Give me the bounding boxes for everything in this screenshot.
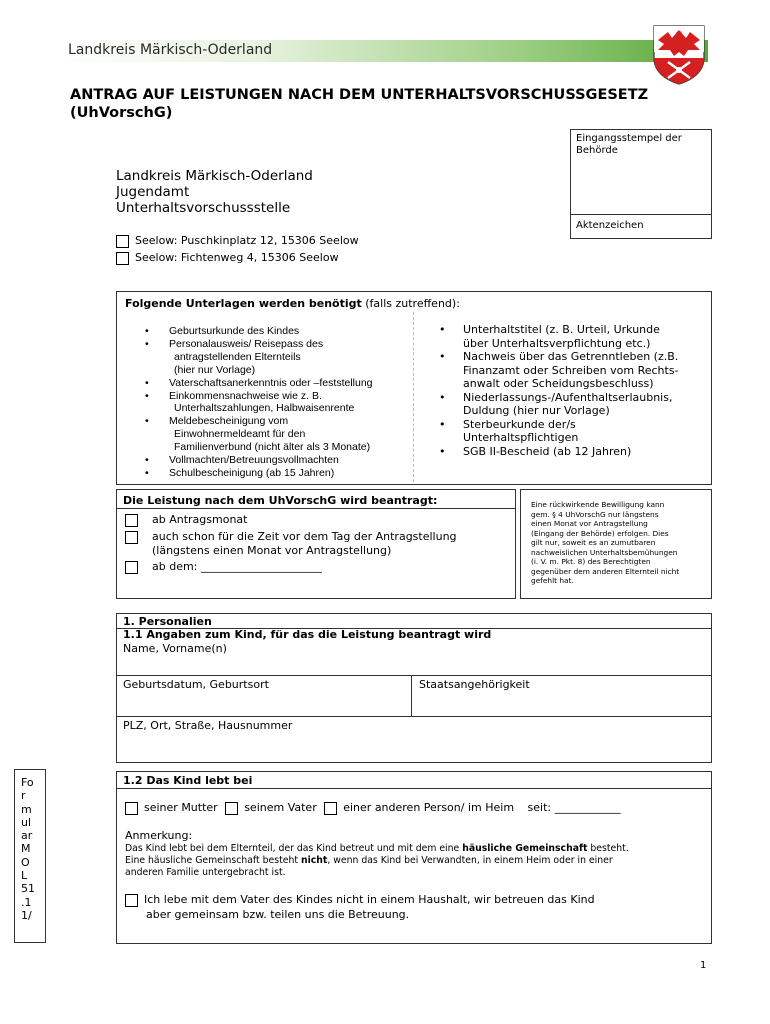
mother-label: seiner Mutter [144,801,218,814]
bullet-icon: • [439,417,446,431]
bullet-icon: • [439,444,446,458]
document-item [145,338,405,377]
anmerkung-label: Anmerkung: [125,829,193,842]
retroactive-note [531,500,703,586]
anm-text-2: besteht. [587,843,629,854]
note-line: Eine rückwirkende Bewilligung kann [531,500,665,509]
lives-with-options [125,801,621,815]
coat-of-arms-icon [650,22,708,86]
page-number: 1 [700,960,707,971]
stamp-divider [571,214,711,215]
form-number-part: 1/ [21,908,32,922]
anmerkung-text [125,843,707,879]
birth-field[interactable] [117,676,410,716]
ab-dem-label: ab dem: ______________________ [152,560,322,573]
form-number-part: m [21,802,32,816]
bullet-icon: • [145,337,149,350]
seit-field[interactable]: seit: ____________ [527,801,621,814]
document-item [145,454,405,467]
form-number-part: Fo [21,776,34,789]
ab-antragsmonat-checkbox[interactable] [125,514,138,527]
document-item [439,323,709,350]
bullet-icon: • [145,325,149,337]
bullet-icon: • [145,389,149,402]
form-number [21,776,35,922]
note-line: nachweislichen Unterhaltsbemühungen [531,547,678,557]
retroactive-note-box [520,489,712,599]
stamp-label: Eingangsstempel der Behörde [576,133,682,156]
documents-list-right [439,323,709,458]
document-item-line: Schulbescheinigung (ab 15 Jahren) [169,466,335,479]
bullet-icon: • [145,466,149,479]
form-number-box [14,769,46,943]
bullet-icon: • [439,350,446,363]
document-item [145,377,405,390]
form-title [70,86,720,122]
document-item [145,415,405,454]
application-option-3 [125,560,322,574]
location-checkbox-1[interactable] [116,235,129,248]
shared-care-option [125,892,595,922]
document-item [439,350,709,391]
shared-care-checkbox[interactable] [125,894,138,907]
documents-column-divider [413,312,414,482]
application-underline [117,508,515,509]
bullet-icon: • [439,323,446,336]
location-option [116,249,359,266]
document-item-line: Meldebescheinigung vom [169,415,289,428]
application-option-1 [125,513,247,527]
anm-bold-2: nicht [300,855,328,866]
bullet-icon: • [145,454,149,467]
document-item-line: Unterhaltstitel (z. B. Urteil, Urkunde [463,323,660,336]
application-heading: Die Leistung nach dem UhVorschG wird beantragt: [123,494,438,507]
address-line2: Jugendamt [116,184,190,200]
bullet-icon: • [145,376,149,389]
form-number-part: O [21,855,30,869]
application-box [116,489,516,599]
document-item-line: SGB II-Bescheid (ab 12 Jahren) [463,444,632,458]
documents-heading-bold: Folgende Unterlagen werden benötigt [125,297,362,310]
document-item [145,325,405,338]
stamp-box [570,129,712,239]
birth-label: Geburtsdatum, Geburtsort [123,678,269,691]
document-item-line: anwalt oder Scheidungsbeschluss) [463,377,654,390]
location-label-1: Seelow: Puschkinplatz 12, 15306 Seelow [135,234,359,247]
bullet-icon: • [145,415,149,428]
location-options [116,232,359,266]
rueckwirkend-checkbox[interactable] [125,531,138,544]
other-person-checkbox[interactable] [324,802,337,815]
ab-dem-checkbox[interactable] [125,561,138,574]
document-item-line: Nachweis über das Getrenntleben (z.B. [463,350,679,363]
document-item-line: Einkommensnachweise wie z. B. [169,389,322,402]
required-documents-box [116,291,712,485]
documents-heading-rest: (falls zutreffend): [361,297,460,310]
form-number-part: ar [21,829,33,843]
bullet-icon: • [439,390,446,404]
rueckwirkend-label-1: auch schon für die Zeit vor dem Tag der Antragstellung [152,530,457,543]
anm-text-1: Das Kind lebt bei dem Elternteil, der das Kind betreut und mit dem eine [125,843,463,854]
note-line: gegenüber dem anderen Elternteil nicht [531,566,680,576]
father-checkbox[interactable] [225,802,238,815]
location-label-2: Seelow: Fichtenweg 4, 15306 Seelow [135,251,339,264]
address-label: PLZ, Ort, Straße, Hausnummer [123,719,293,732]
section1-heading: 1. Personalien [123,615,212,628]
form-number-part: r [21,789,26,803]
form-number-part: ul [21,815,32,829]
document-item-line: Einwohnermeldeamt für den [174,428,306,441]
document-item-line: Unterhaltspflichtigen [463,431,579,444]
document-item-line: Unterhaltszahlungen, Halbwaisenrente [174,402,355,415]
document-item [439,391,709,418]
document-item-line: über Unterhaltsverpflichtung etc.) [463,336,651,350]
anmerkung-line-1 [125,843,707,855]
document-item-line: Familienverbund (nicht älter als 3 Monate) [174,441,371,454]
document-item-line: Sterbeurkunde der/s [463,417,576,431]
section12-heading-line [117,788,711,789]
note-line: gilt nur, soweit es an zumutbaren [531,538,656,547]
location-option [116,232,359,249]
documents-heading [125,297,460,310]
child-name-label: Name, Vorname(n) [123,642,227,655]
shared-care-label-1: Ich lebe mit dem Vater des Kindes nicht in einem Haushalt, wir betreuen das Kind [144,893,595,906]
anm-text-5: anderen Familie untergebracht ist. [125,867,286,878]
shared-care-label-2: aber gemeinsam bzw. teilen uns die Betreuung. [146,908,410,921]
ab-antragsmonat-label: ab Antragsmonat [152,513,248,526]
note-line: gem. § 4 UhVorschG nur längstens [531,509,659,519]
form-number-part: M [21,842,31,856]
form-title-line2: (UhVorschG) [70,105,173,121]
other-person-label: einer anderen Person/ im Heim [343,801,515,814]
document-item-line: Niederlassungs-/Aufenthaltserlaubnis, [463,390,673,404]
document-item-line: Vollmachten/Betreuungsvollmachten [169,454,339,467]
recipient-address [116,168,313,216]
anm-text-3: Eine häusliche Gemeinschaft besteht [125,855,301,866]
address-line1: Landkreis Märkisch-Oderland [116,168,313,184]
document-item-line: Vaterschaftsanerkenntnis oder –feststellung [169,376,373,389]
note-line: gefehlt hat. [531,576,574,585]
aktenzeichen-label: Aktenzeichen [576,220,644,231]
form-number-part: L [21,869,28,883]
section12-box [116,771,712,944]
section1-subheading: 1.1 Angaben zum Kind, für das die Leistung beantragt wird [123,628,492,641]
address-line3: Unterhaltsvorschussstelle [116,200,291,216]
authority-name: Landkreis Märkisch-Oderland [68,42,273,58]
form-number-part: .1 [21,895,32,909]
document-item-line: Geburtsurkunde des Kindes [169,325,300,337]
child-address-field[interactable] [117,717,711,762]
father-label: seinem Vater [244,801,317,814]
document-item-line: (hier nur Vorlage) [174,363,256,376]
form-number-part: 51 [21,882,35,896]
nationality-field[interactable] [412,676,711,716]
child-name-field[interactable] [117,641,711,675]
anmerkung-line-2 [125,855,707,867]
rueckwirkend-label-2: (längstens einen Monat vor Antragstellung) [152,544,392,557]
documents-list-left [145,325,405,480]
form-title-line1: ANTRAG AUF LEISTUNGEN NACH DEM UNTERHALTSVORSCHUSSGESETZ [70,87,649,103]
section1-table [116,613,712,763]
document-item [439,418,709,445]
section12-heading: 1.2 Das Kind lebt bei [123,774,253,787]
document-item-line: Finanzamt oder Schreiben vom Rechts- [463,363,679,377]
application-option-2 [125,530,457,558]
document-item [145,467,405,480]
document-item-line: antragstellenden Elternteils [174,350,301,363]
document-item-line: Personalausweis/ Reisepass des [169,337,324,350]
document-item-line: Duldung (hier nur Vorlage) [463,404,610,417]
document-item [439,445,709,459]
anm-bold-1: häusliche Gemeinschaft [462,843,588,854]
note-line: (i. V. m. Pkt. 8) des Berechtigten [531,557,651,566]
anm-text-4: , wenn das Kind bei Verwandten, in einem Heim oder in einer [327,855,613,866]
mother-checkbox[interactable] [125,802,138,815]
document-item [145,390,405,416]
note-line: (Eingang der Behörde) erfolgen. Dies [531,528,669,538]
nationality-label: Staatsangehörigkeit [419,678,530,691]
note-line: einen Monat vor Antragstellung [531,519,648,528]
location-checkbox-2[interactable] [116,252,129,265]
